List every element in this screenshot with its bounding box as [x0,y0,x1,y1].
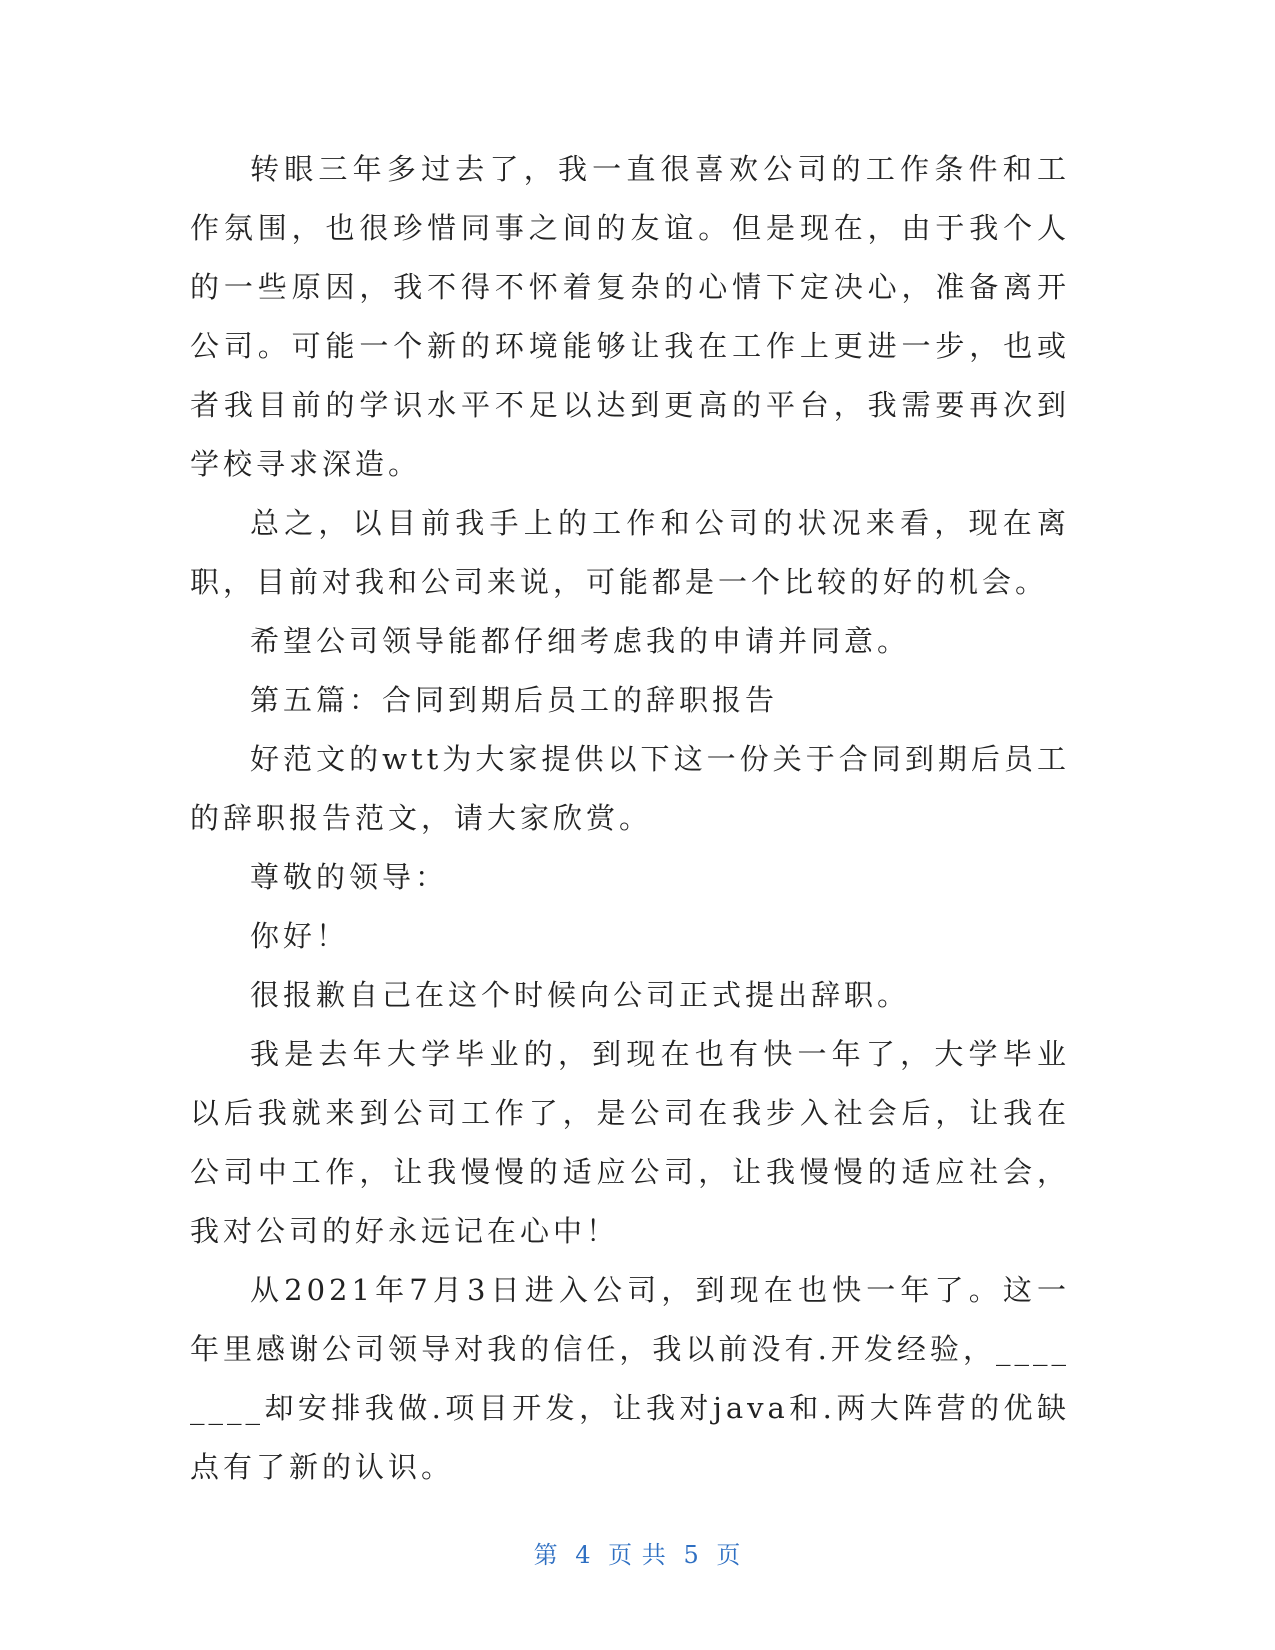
paragraph: 总之，以目前我手上的工作和公司的状况来看，现在离职，目前对我和公司来说，可能都是一个比较的好的机会。 [190,506,1070,599]
footer-suffix: 页 [716,1541,742,1569]
paragraph: 从2021年7月3日进入公司，到现在也快一年了。这一年里感谢公司领导对我的信任，我以前没有.开发经验，________却安排我做.项目开发，让我对java和.两大阵营的优缺点有了新的认识。 [190,1273,1070,1484]
footer-prefix: 第 [533,1541,559,1569]
letter-greeting: 你好！ [250,919,350,953]
paragraph: 好范文的wtt为大家提供以下这一份关于合同到期后员工的辞职报告范文，请大家欣赏。 [190,742,1070,835]
paragraph: 我是去年大学毕业的，到现在也有快一年了，大学毕业以后我就来到公司工作了，是公司在我步入社会后，让我在公司中工作，让我慢慢的适应公司，让我慢慢的适应社会，我对公司的好永远记在心中！ [190,1037,1070,1248]
letter-salutation: 尊敬的领导： [250,860,449,894]
paragraph: 很报歉自己在这个时候向公司正式提出辞职。 [250,978,911,1012]
section-heading: 第五篇：合同到期后员工的辞职报告 [250,683,779,717]
total-page-count: 5 [683,1541,700,1569]
paragraph: 希望公司领导能都仔细考虑我的申请并同意。 [250,624,911,658]
footer-middle: 页 共 [608,1541,667,1569]
page-footer [0,1535,1275,1570]
paragraph: 转眼三年多过去了，我一直很喜欢公司的工作条件和工作氛围，也很珍惜同事之间的友谊。但是现在，由于我个人的一些原因，我不得不怀着复杂的心情下定决心，准备离开公司。可能一个新的环境能够让我在工作上更进一步，也或者我目前的学识水平不足以达到更高的平台，我需要再次到学校寻求深造。 [190,152,1070,481]
current-page-number: 4 [575,1541,592,1569]
document-body [190,140,1070,1497]
